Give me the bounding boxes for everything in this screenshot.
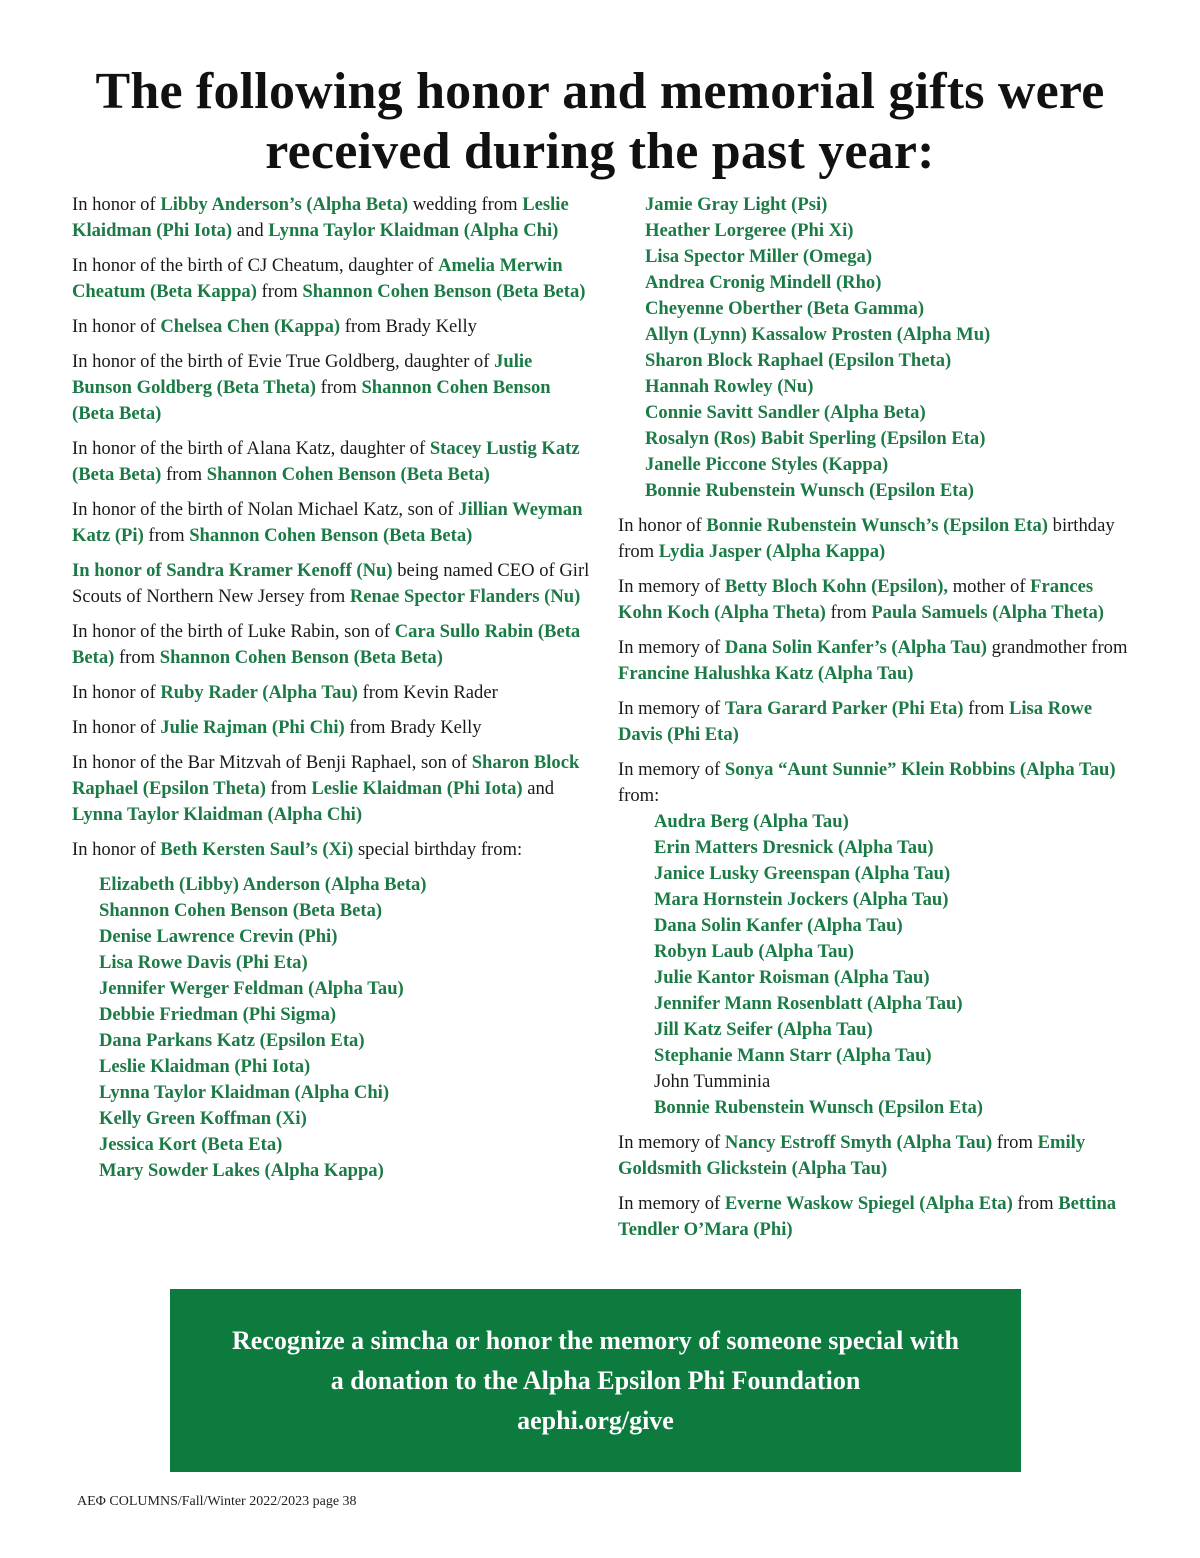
member-name: Shannon Cohen Benson (Beta Beta) — [189, 525, 473, 546]
donor-name: Lisa Spector Miller (Omega) — [645, 246, 873, 267]
entry-text: In honor of — [72, 194, 161, 215]
donor-name: Jill Katz Seifer (Alpha Tau) — [654, 1019, 873, 1040]
member-name: Stacey Lustig Katz (Beta Beta) — [72, 438, 580, 485]
entry-text: and — [232, 220, 269, 241]
member-name: Shannon Cohen Benson (Beta Beta) — [206, 464, 490, 485]
gift-entry — [72, 349, 592, 427]
saul-donor-list-continued — [618, 192, 1138, 504]
page-footer: ΑΕΦ COLUMNS/Fall/Winter 2022/2023 page 38 — [77, 1494, 357, 1509]
member-name: Shannon Cohen Benson (Beta Beta) — [72, 377, 551, 424]
member-name: Frances Kohn Koch (Alpha Theta) — [618, 576, 1094, 623]
gift-entry — [72, 497, 592, 549]
member-name: Leslie Klaidman (Phi Iota) — [72, 194, 569, 241]
entry-text: grandmother from — [986, 637, 1128, 658]
entry-text: from — [143, 525, 190, 546]
gift-entry — [72, 253, 592, 305]
donor-name: Jessica Kort (Beta Eta) — [99, 1134, 283, 1155]
entry-text: In honor of the Bar Mitzvah of Benji Raphael, son of — [72, 752, 472, 773]
member-name: Libby Anderson’s (Alpha Beta) — [160, 194, 409, 215]
donor-name: John Tumminia — [654, 1071, 771, 1092]
member-name: Sharon Block Raphael (Epsilon Theta) — [72, 752, 580, 799]
entry-text: mother of — [948, 576, 1031, 597]
member-name: Jillian Weyman Katz (Pi) — [72, 499, 583, 546]
saul-donor-list — [72, 872, 592, 1184]
gift-entry — [72, 436, 592, 488]
entry-text: from — [992, 1132, 1038, 1153]
gift-entry — [618, 757, 1138, 809]
gift-entry — [72, 314, 592, 340]
member-name: Amelia Merwin Cheatum (Beta Kappa) — [72, 255, 563, 302]
entry-text: In memory of — [618, 1193, 725, 1214]
callout-link[interactable]: aephi.org/give — [517, 1406, 674, 1435]
member-name: Julie Rajman (Phi Chi) — [160, 717, 345, 738]
donor-name: Audra Berg (Alpha Tau) — [654, 811, 849, 832]
entry-text: In honor of — [72, 839, 161, 860]
gift-entry — [72, 837, 592, 863]
entry-text: In memory of — [618, 637, 725, 658]
member-name: Lisa Rowe Davis (Phi Eta) — [618, 698, 1093, 745]
entry-text: from Kevin Rader — [357, 682, 498, 703]
donor-name: Debbie Friedman (Phi Sigma) — [99, 1004, 337, 1025]
donor-name: Cheyenne Oberther (Beta Gamma) — [645, 298, 925, 319]
gift-entry — [72, 619, 592, 671]
robbins-donor-list — [618, 809, 1138, 1121]
entry-text: In honor of the birth of Alana Katz, daughter of — [72, 438, 430, 459]
donor-name: Julie Kantor Roisman (Alpha Tau) — [654, 967, 930, 988]
donor-name: Jennifer Mann Rosenblatt (Alpha Tau) — [654, 993, 963, 1014]
donor-name: Stephanie Mann Starr (Alpha Tau) — [654, 1045, 932, 1066]
entry-text: In honor of the birth of CJ Cheatum, daughter of — [72, 255, 439, 276]
gift-entry — [72, 715, 592, 741]
member-name: Shannon Cohen Benson (Beta Beta) — [302, 281, 586, 302]
gift-entry — [72, 558, 592, 610]
donor-name: Bonnie Rubenstein Wunsch (Epsilon Eta) — [645, 480, 974, 501]
donor-name: Hannah Rowley (Nu) — [645, 376, 814, 397]
donor-name: Heather Lorgeree (Phi Xi) — [645, 220, 854, 241]
donor-name: Rosalyn (Ros) Babit Sperling (Epsilon Eta) — [645, 428, 986, 449]
donor-name: Jennifer Werger Feldman (Alpha Tau) — [99, 978, 404, 999]
donor-name: Andrea Cronig Mindell (Rho) — [645, 272, 882, 293]
member-name: Leslie Klaidman (Phi Iota) — [311, 778, 523, 799]
donor-name: Shannon Cohen Benson (Beta Beta) — [99, 900, 383, 921]
entry-text: from — [825, 602, 872, 623]
donor-name: Robyn Laub (Alpha Tau) — [654, 941, 854, 962]
entry-text: from — [256, 281, 303, 302]
gift-entry — [72, 750, 592, 828]
donor-name: Allyn (Lynn) Kassalow Prosten (Alpha Mu) — [645, 324, 991, 345]
gift-entry — [618, 574, 1138, 626]
member-name: Julie Bunson Goldberg (Beta Theta) — [72, 351, 533, 398]
gift-entry — [72, 192, 592, 244]
page-title — [40, 62, 1160, 182]
donor-name: Janelle Piccone Styles (Kappa) — [645, 454, 889, 475]
member-name: Emily Goldsmith Glickstein (Alpha Tau) — [618, 1132, 1086, 1179]
entry-text: from — [265, 778, 312, 799]
donor-name: Bonnie Rubenstein Wunsch (Epsilon Eta) — [654, 1097, 983, 1118]
donor-name: Mara Hornstein Jockers (Alpha Tau) — [654, 889, 949, 910]
donor-name: Janice Lusky Greenspan (Alpha Tau) — [654, 863, 951, 884]
entry-text: birthday from — [618, 515, 1115, 562]
entry-text: wedding from — [408, 194, 523, 215]
entry-text: from Brady Kelly — [340, 316, 477, 337]
member-name: Bonnie Rubenstein Wunsch’s (Epsilon Eta) — [706, 515, 1048, 536]
donor-name: Dana Solin Kanfer (Alpha Tau) — [654, 915, 903, 936]
donor-name: Dana Parkans Katz (Epsilon Eta) — [99, 1030, 365, 1051]
member-name: In honor of Sandra Kramer Kenoff (Nu) — [72, 560, 393, 581]
left-entries — [72, 192, 592, 863]
entry-text: In memory of — [618, 576, 725, 597]
entry-text: In honor of the birth of Nolan Michael Katz, son of — [72, 499, 459, 520]
callout-line-1: Recognize a simcha or honor the memory of someone special with — [232, 1326, 959, 1355]
member-name: Lynna Taylor Klaidman (Alpha Chi) — [72, 804, 363, 825]
donor-name: Mary Sowder Lakes (Alpha Kappa) — [99, 1160, 384, 1181]
entry-text: In honor of — [72, 717, 161, 738]
member-name: Dana Solin Kanfer’s (Alpha Tau) — [724, 637, 987, 658]
entry-text: In memory of — [618, 759, 725, 780]
entry-text: In memory of — [618, 1132, 725, 1153]
entry-text: In honor of — [72, 316, 161, 337]
callout-line-2: a donation to the Alpha Epsilon Phi Foundation — [330, 1366, 861, 1395]
entry-text: In honor of — [72, 682, 161, 703]
right-entries-after — [618, 1130, 1138, 1243]
member-name: Bettina Tendler O’Mara (Phi) — [618, 1193, 1117, 1240]
donor-name: Lisa Rowe Davis (Phi Eta) — [99, 952, 308, 973]
entry-text: In memory of — [618, 698, 725, 719]
member-name: Shannon Cohen Benson (Beta Beta) — [159, 647, 443, 668]
entry-text: In honor of the birth of Luke Rabin, son of — [72, 621, 395, 642]
title-line-2: received during the past year: — [265, 123, 935, 180]
member-name: Betty Bloch Kohn (Epsilon), — [724, 576, 949, 597]
entry-text: In honor of — [618, 515, 707, 536]
gift-entry — [618, 696, 1138, 748]
member-name: Beth Kersten Saul’s (Xi) — [160, 839, 354, 860]
donor-name: Leslie Klaidman (Phi Iota) — [99, 1056, 311, 1077]
member-name: Ruby Rader (Alpha Tau) — [160, 682, 358, 703]
entry-text: In honor of the birth of Evie True Goldberg, daughter of — [72, 351, 495, 372]
right-column — [618, 192, 1138, 1252]
gift-entry — [72, 680, 592, 706]
left-column — [72, 192, 592, 1184]
entry-text: from — [316, 377, 362, 398]
entry-text: being named CEO of Girl Scouts of Northern New Jersey from — [72, 560, 590, 607]
donor-name: Jamie Gray Light (Psi) — [645, 194, 828, 215]
member-name: Lynna Taylor Klaidman (Alpha Chi) — [268, 220, 559, 241]
right-entries — [618, 513, 1138, 809]
member-name: Lydia Jasper (Alpha Kappa) — [658, 541, 886, 562]
member-name: Francine Halushka Katz (Alpha Tau) — [618, 663, 914, 684]
member-name: Sonya “Aunt Sunnie” Klein Robbins (Alpha Tau) — [724, 759, 1116, 780]
donation-callout-box — [170, 1289, 1021, 1472]
entry-text: and — [522, 778, 555, 799]
entry-text: from Brady Kelly — [344, 717, 482, 738]
entry-text: from: — [618, 785, 660, 806]
entry-text: from — [963, 698, 1009, 719]
entry-text: from — [161, 464, 207, 485]
donor-name: Connie Savitt Sandler (Alpha Beta) — [645, 402, 926, 423]
member-name: Renae Spector Flanders (Nu) — [349, 586, 581, 607]
member-name: Tara Garard Parker (Phi Eta) — [724, 698, 964, 719]
entry-text: special birthday from: — [353, 839, 523, 860]
gift-entry — [618, 513, 1138, 565]
donor-name: Elizabeth (Libby) Anderson (Alpha Beta) — [99, 874, 427, 895]
donor-name: Denise Lawrence Crevin (Phi) — [99, 926, 338, 947]
gift-entry — [618, 1130, 1138, 1182]
member-name: Nancy Estroff Smyth (Alpha Tau) — [724, 1132, 993, 1153]
donor-name: Sharon Block Raphael (Epsilon Theta) — [645, 350, 952, 371]
title-line-1: The following honor and memorial gifts were — [95, 63, 1105, 120]
member-name: Chelsea Chen (Kappa) — [160, 316, 341, 337]
donor-name: Kelly Green Koffman (Xi) — [99, 1108, 307, 1129]
member-name: Everne Waskow Spiegel (Alpha Eta) — [724, 1193, 1013, 1214]
gift-entry — [618, 635, 1138, 687]
member-name: Paula Samuels (Alpha Theta) — [871, 602, 1104, 623]
gift-entry — [618, 1191, 1138, 1243]
entry-text: from — [114, 647, 160, 668]
donor-name: Erin Matters Dresnick (Alpha Tau) — [654, 837, 934, 858]
donor-name: Lynna Taylor Klaidman (Alpha Chi) — [99, 1082, 390, 1103]
entry-text: from — [1012, 1193, 1059, 1214]
member-name: Cara Sullo Rabin (Beta Beta) — [72, 621, 581, 668]
